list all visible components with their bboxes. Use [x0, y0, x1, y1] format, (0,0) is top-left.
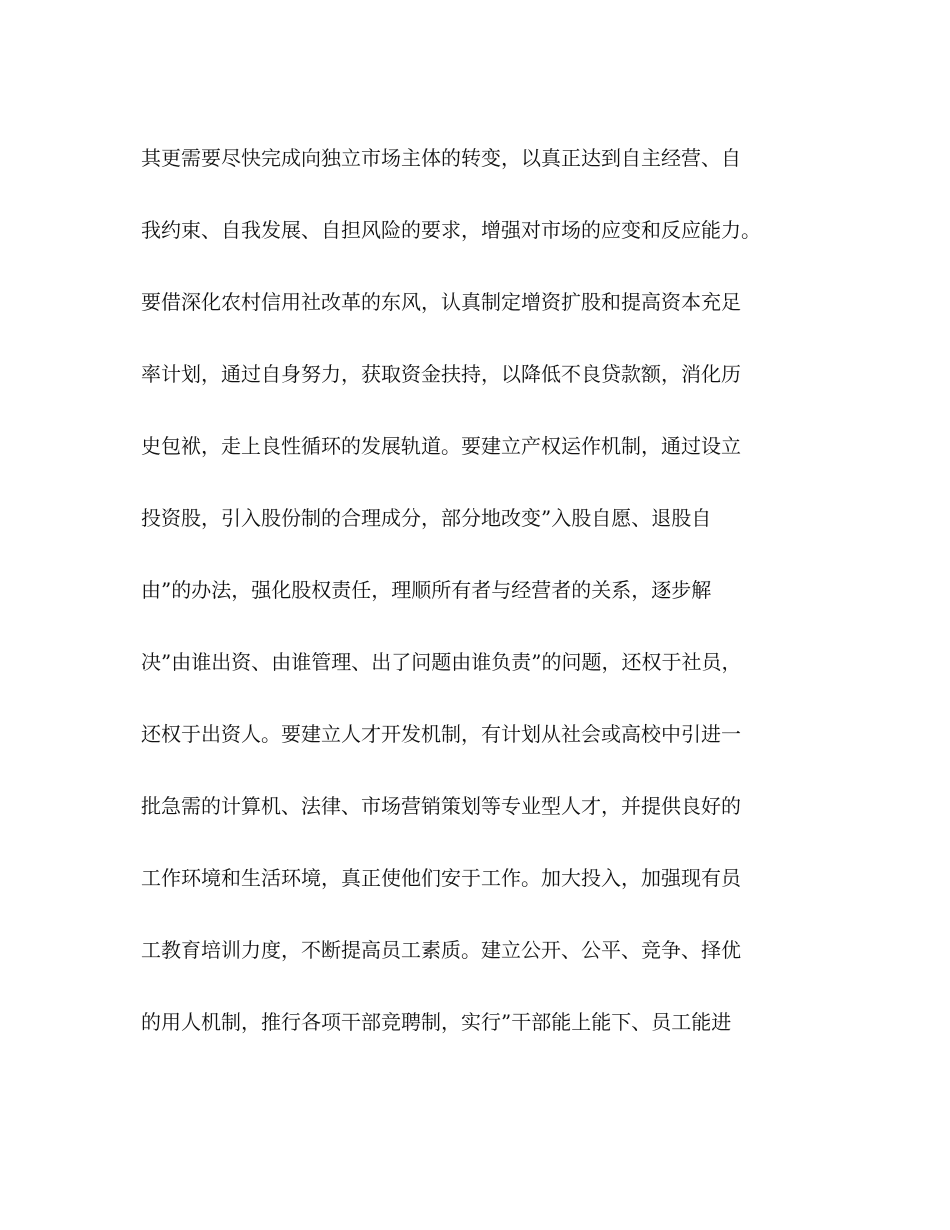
text-line: 史包袱，走上良性循环的发展轨道。要建立产权运作机制，通过设立 [141, 434, 741, 458]
text-line: 其更需要尽快完成向独立市场主体的转变，以真正达到自主经营、自 [141, 146, 741, 170]
text-line: 工作环境和生活环境，真正使他们安于工作。加大投入，加强现有员 [141, 866, 741, 890]
text-line: 决”由谁出资、由谁管理、出了问题由谁负责”的问题，还权于社员， [141, 650, 742, 674]
text-line: 率计划，通过自身努力，获取资金扶持，以降低不良贷款额，消化历 [141, 362, 741, 386]
text-line: 工教育培训力度，不断提高员工素质。建立公开、公平、竞争、择优 [141, 938, 741, 962]
text-line: 批急需的计算机、法律、市场营销策划等专业型人才，并提供良好的 [141, 794, 741, 818]
text-line: 要借深化农村信用社改革的东风，认真制定增资扩股和提高资本充足 [141, 290, 741, 314]
text-line: 的用人机制，推行各项干部竞聘制，实行”干部能上能下、员工能进 [141, 1010, 732, 1034]
text-line: 还权于出资人。要建立人才开发机制，有计划从社会或高校中引进一 [141, 722, 741, 746]
text-line: 投资股，引入股份制的合理成分，部分地改变”入股自愿、退股自 [141, 506, 712, 530]
body-text [141, 139, 821, 1075]
text-line: 由”的办法，强化股权责任，理顺所有者与经营者的关系，逐步解 [141, 578, 712, 602]
text-line: 我约束、自我发展、自担风险的要求，增强对市场的应变和反应能力。 [141, 218, 761, 242]
